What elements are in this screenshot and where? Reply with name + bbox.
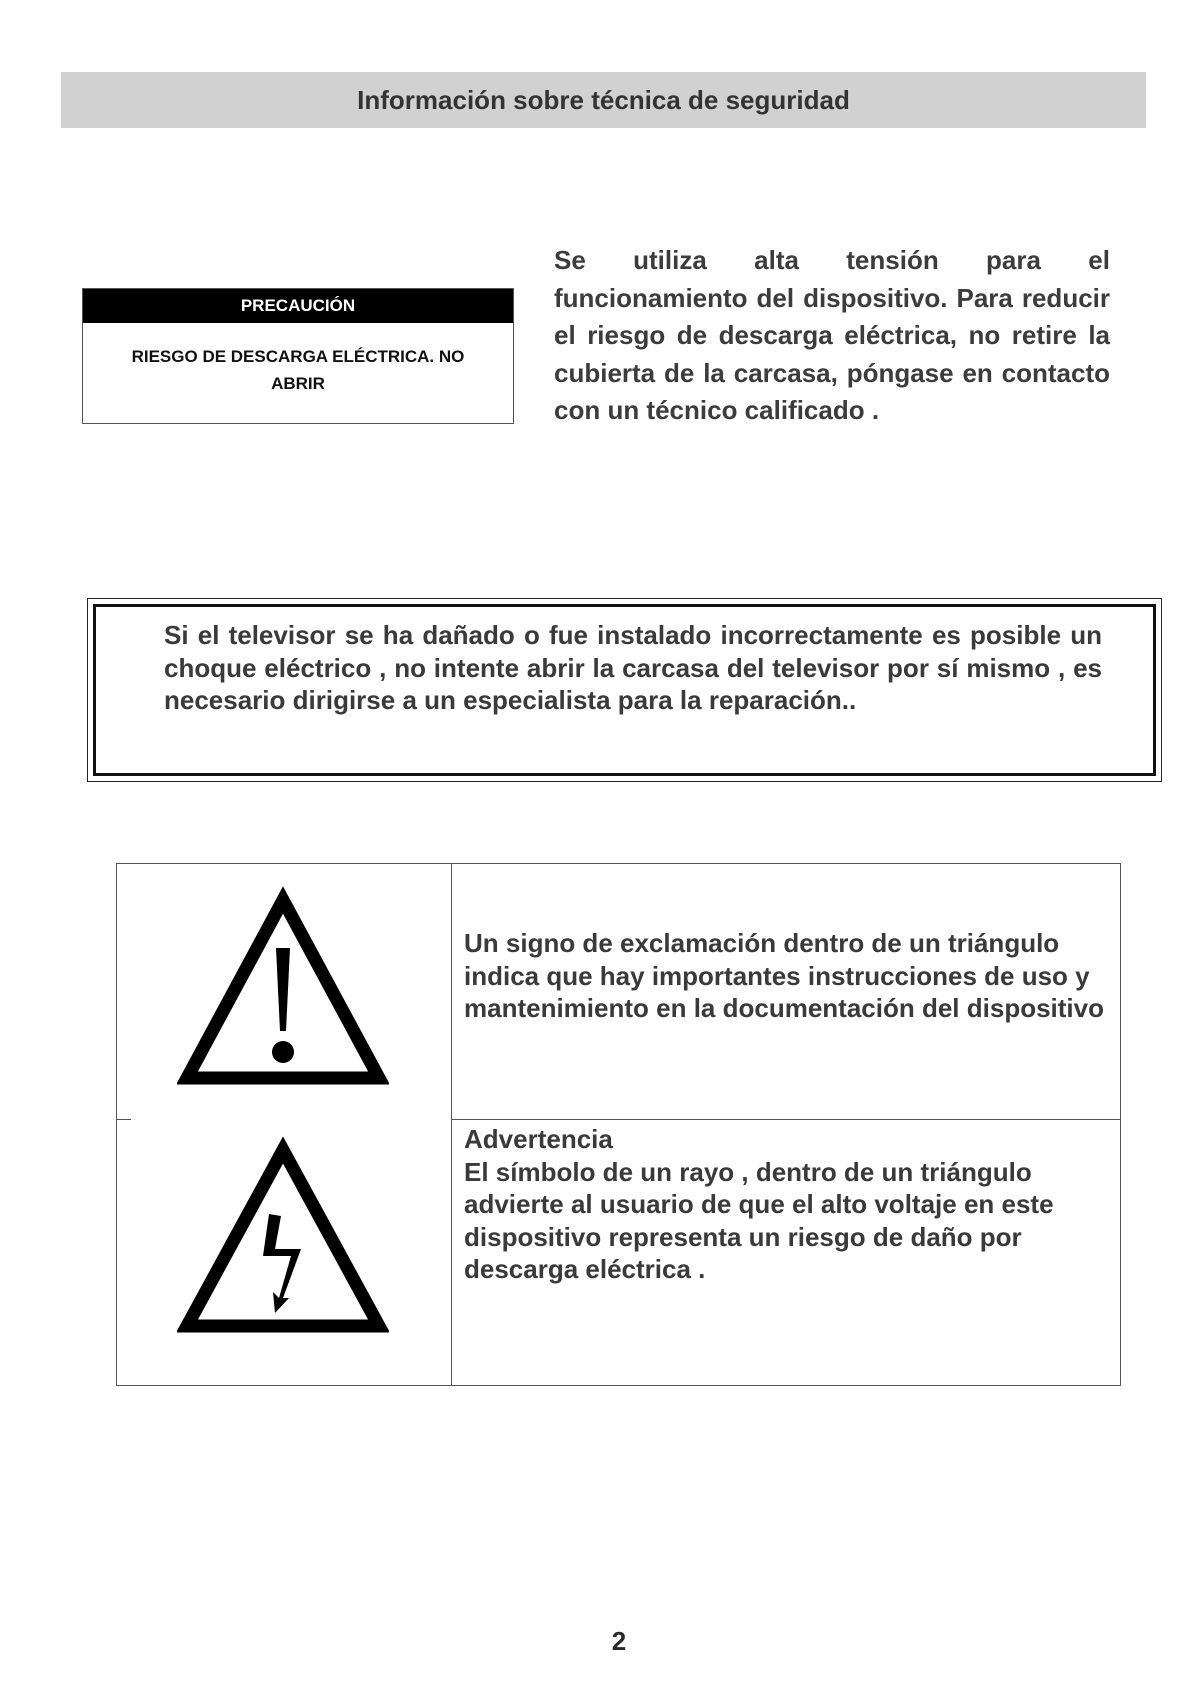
section-header — [61, 72, 1146, 128]
warning-heading: Advertencia — [464, 1124, 613, 1154]
lightning-triangle-icon — [177, 1136, 389, 1336]
table-column-divider — [451, 864, 452, 1385]
exclamation-description: Un signo de exclamación dentro de un triángulo indica que hay importantes instrucciones de uso y mantenimiento en la documentación del dispositivo — [464, 928, 1104, 1023]
exclamation-triangle-icon — [177, 886, 389, 1086]
symbols-table — [116, 863, 1121, 1386]
tv-warning-box — [87, 598, 1162, 782]
caution-label — [82, 288, 514, 424]
table-row-divider — [451, 1119, 1120, 1120]
table-row-divider-stub — [117, 1119, 131, 1120]
lightning-description — [464, 1123, 1112, 1286]
page-number: 2 — [611, 1626, 627, 1656]
warning-text: El símbolo de un rayo , dentro de un triángulo advierte al usuario de que el alto voltaje en este dispositivo representa un riesgo de daño por descarga eléctrica . — [464, 1156, 1054, 1284]
caution-body: RIESGO DE DESCARGA ELÉCTRICA. NO ABRIR — [131, 347, 465, 393]
page-title: Información sobre técnica de seguridad — [357, 84, 850, 115]
tv-warning-text: Si el televisor se ha dañado o fue instalado incorrectamente es posible un choque eléctrico , no intente abrir la carcasa del televisor por sí mismo , es necesario dirigirse a un especialista para la reparación.. — [164, 620, 1102, 715]
high-voltage-paragraph: Se utiliza alta tensión para el funcionamiento del dispositivo. Para reducir el riesgo de descarga eléctrica, no retire la cubierta de la carcasa, póngase en contacto con un técnico calificado . — [554, 245, 1110, 425]
caution-heading: PRECAUCIÓN — [83, 289, 513, 323]
